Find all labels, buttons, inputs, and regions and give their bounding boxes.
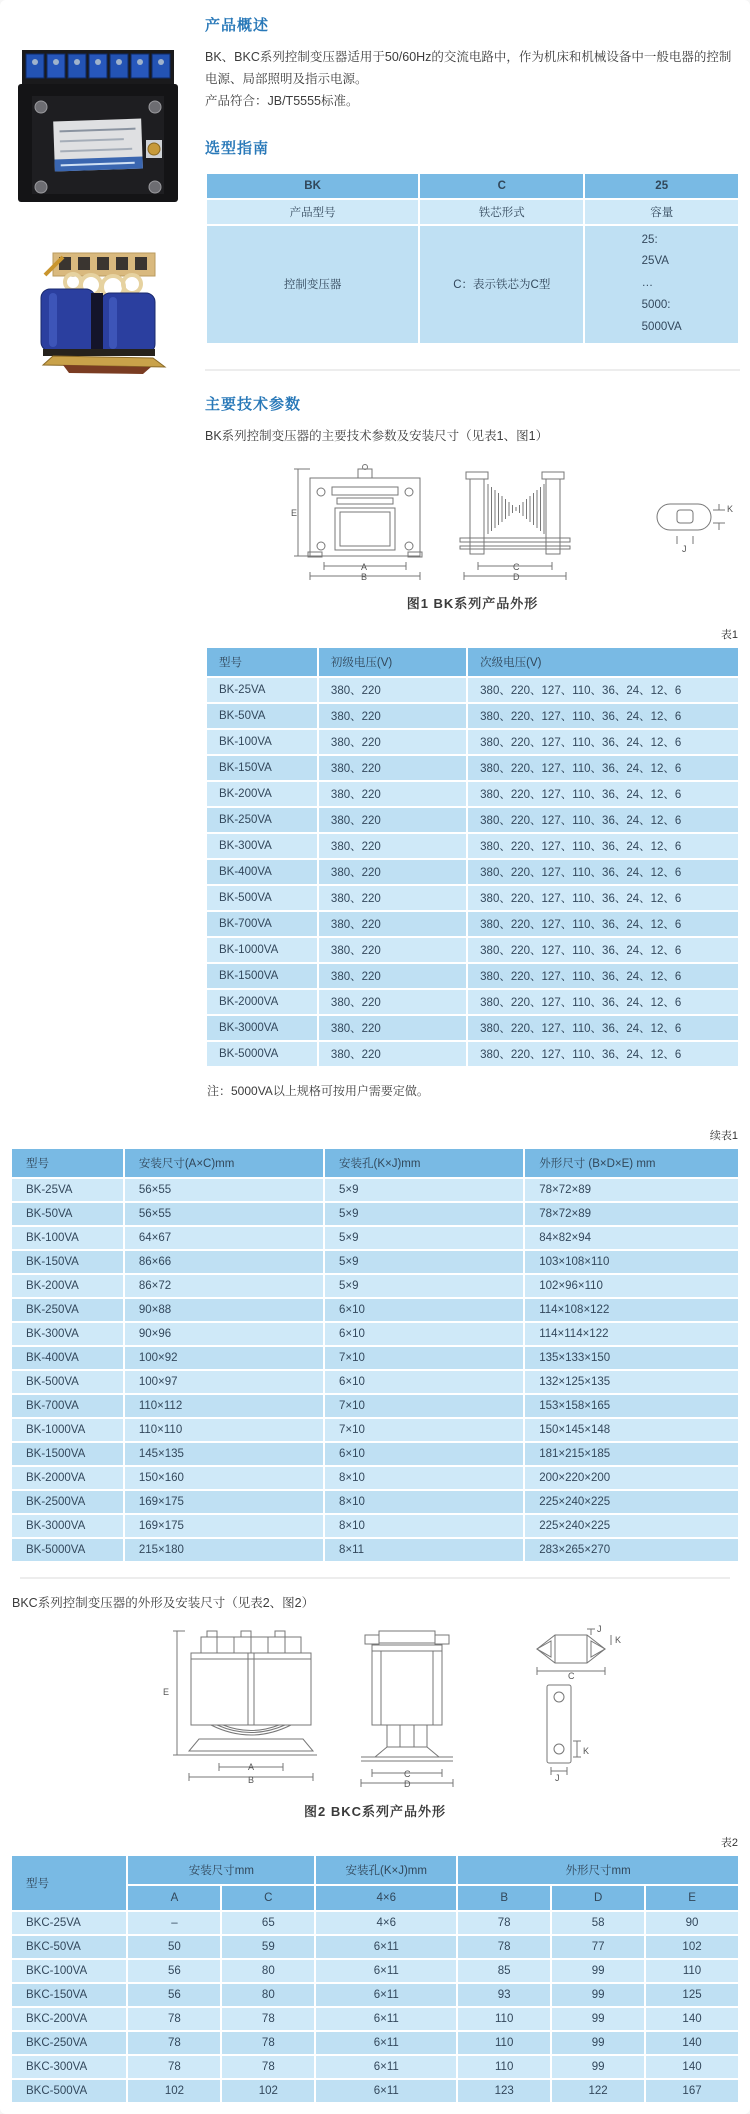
table-cell: C：表示铁芯为C型 [419,225,584,344]
table-row [206,833,739,859]
bk-product-photo [14,40,182,215]
table-cell: 90 [645,1911,739,1935]
table-cell: BK-2000VA [206,989,318,1015]
table-cell: 84×82×94 [524,1226,739,1250]
table-cell: 65 [221,1911,315,1935]
table-cell: BK-150VA [206,755,318,781]
table-cell: 78 [457,1911,551,1935]
table-cell: BKC-250VA [11,2031,127,2055]
table-row [11,1370,739,1394]
content-column [195,0,750,1099]
dim-label-j: J [597,1623,602,1634]
table-cell: 380、220 [318,755,467,781]
table-cell: 380、220 [318,677,467,703]
table-cell: 6×11 [315,1959,457,1983]
table-cell: BKC-25VA [11,1911,127,1935]
table-cell: 110 [457,2055,551,2079]
table-cell: 380、220 [318,885,467,911]
table-cell: 380、220 [318,963,467,989]
table-cell: BK-700VA [206,911,318,937]
lower-section [0,1099,750,2114]
table-cell: 102 [645,1935,739,1959]
table-cell: 169×175 [124,1514,324,1538]
table-cell: BKC-300VA [11,2055,127,2079]
table-cell: BK-400VA [206,859,318,885]
table-cell: 6×10 [324,1322,524,1346]
table-cell: BK-5000VA [206,1041,318,1067]
table-cell: 8×10 [324,1490,524,1514]
table-cell: 114×108×122 [524,1298,739,1322]
table-cell: 380、220 [318,833,467,859]
table-cell: 7×10 [324,1346,524,1370]
table-cell: BK-500VA [206,885,318,911]
table-row [11,2007,739,2031]
table-cell: 5×9 [324,1274,524,1298]
table-cell: 102 [127,2079,221,2103]
table-row [11,1538,739,1562]
table-cell: 380、220、127、110、36、24、12、6 [467,755,739,781]
table-cell: 100×92 [124,1346,324,1370]
table-cell: 380、220、127、110、36、24、12、6 [467,729,739,755]
table-cell: 153×158×165 [524,1394,739,1418]
table-cell: BK-100VA [206,729,318,755]
table-cell: 6×11 [315,2007,457,2031]
table-cell: 5×9 [324,1178,524,1202]
table-cell: 102 [221,2079,315,2103]
table-cell: BKC-500VA [11,2079,127,2103]
table-cell: 380、220、127、110、36、24、12、6 [467,1041,739,1067]
table-cell: 77 [551,1935,645,1959]
table1-label: 表1 [720,628,738,641]
table-row [11,1490,739,1514]
dim-label-b: B [361,571,368,580]
table-cell: 380、220、127、110、36、24、12、6 [467,807,739,833]
capacity-line: 5000VA [641,321,682,333]
table-cell: 380、220、127、110、36、24、12、6 [467,989,739,1015]
table-cell: 6×10 [324,1370,524,1394]
table-row [206,1015,739,1041]
table-cell: 6×11 [315,2031,457,2055]
table-cell: 58 [551,1911,645,1935]
table-cell: 64×67 [124,1226,324,1250]
table-cell: 380、220、127、110、36、24、12、6 [467,703,739,729]
column-header: 型号 [11,1148,124,1178]
column-header: B [457,1885,551,1911]
table-cell: 103×108×110 [524,1250,739,1274]
table-cell: 225×240×225 [524,1514,739,1538]
table-cell: BK-250VA [11,1298,124,1322]
table-cell: 6×10 [324,1442,524,1466]
table-cell: 283×265×270 [524,1538,739,1562]
table-cell: 78 [221,2007,315,2031]
table-row [11,1418,739,1442]
table-cell: BK-25VA [206,677,318,703]
table-cell: 90×96 [124,1322,324,1346]
table-cell: 100×97 [124,1370,324,1394]
table-cell: 99 [551,2055,645,2079]
table-cell: BK-25VA [11,1178,124,1202]
overview-line2: 产品符合：JB/T5555标准。 [205,93,359,108]
bkc-dimension-table [10,1854,740,2104]
table-row [11,1959,739,1983]
dim-label-e: E [291,507,298,518]
capacity-line: 5000: [641,299,671,312]
table-cell: BK-1000VA [11,1418,124,1442]
table-cell: 380、220 [318,989,467,1015]
bkc-lead-text: BKC系列控制变压器的外形及安装尺寸（见表2、图2） [12,1595,315,1610]
overview-heading: 产品概述 [205,17,270,34]
table-cell: 125 [645,1983,739,2007]
dim-label-c2: C [568,1670,575,1681]
table-cell: 56×55 [124,1178,324,1202]
capacity-lines [642,230,682,339]
table-cell: 380、220、127、110、36、24、12、6 [467,963,739,989]
column-header: A [127,1885,221,1911]
table-cell: 380、220、127、110、36、24、12、6 [467,885,739,911]
table-cell: 122 [551,2079,645,2103]
table-cell: 380、220、127、110、36、24、12、6 [467,833,739,859]
table-cell: 110 [457,2031,551,2055]
table-cell: 6×11 [315,2079,457,2103]
table-cell: 114×114×122 [524,1322,739,1346]
table-row [11,1298,739,1322]
bk-voltage-table [205,646,740,1068]
table-cell: BK-1500VA [206,963,318,989]
table-cell: 99 [551,2007,645,2031]
table-cell: BK-400VA [11,1346,124,1370]
table-row [206,755,739,781]
table-cell: BKC-100VA [11,1959,127,1983]
table-cell: 99 [551,1983,645,2007]
selection-code-row [206,173,739,199]
table-cell: 380、220 [318,729,467,755]
table-cell: 86×72 [124,1274,324,1298]
column-header: 4×6 [315,1885,457,1911]
table-cell: 容量 [584,199,739,225]
table-cell: 7×10 [324,1418,524,1442]
overview-paragraph [205,47,740,113]
selection-value-row [206,225,739,344]
table-row [206,1041,739,1067]
table-cell: 140 [645,2007,739,2031]
table-cell: BK-200VA [206,781,318,807]
table-cell: 59 [221,1935,315,1959]
figure2 [10,1623,740,1820]
table-cell: BKC-50VA [11,1935,127,1959]
column-header: 型号 [206,647,318,677]
table-cell: 8×11 [324,1538,524,1562]
table-cell: 6×11 [315,2055,457,2079]
table-cell: 8×10 [324,1514,524,1538]
table1b-label: 续表1 [709,1129,738,1142]
dim-label-j: J [682,543,687,554]
column-header: 安装尺寸mm [127,1855,315,1885]
table-row [206,729,739,755]
table-cell: 380、220 [318,937,467,963]
table-cell: 225×240×225 [524,1490,739,1514]
table-cell: 80 [221,1983,315,2007]
table-row [11,1178,739,1202]
bk-lead-text: BK系列控制变压器的主要技术参数及安装尺寸（见表1、图1） [205,428,549,443]
column-header: 安装孔(K×J)mm [315,1855,457,1885]
table-cell: 4×6 [315,1911,457,1935]
table-cell: – [127,1911,221,1935]
dim-label-c: C [404,1768,411,1779]
table-row [11,1226,739,1250]
table-cell: BK-2500VA [11,1490,124,1514]
table-row [11,1983,739,2007]
table-cell: 123 [457,2079,551,2103]
table-cell: 380、220、127、110、36、24、12、6 [467,1015,739,1041]
table-cell: 8×10 [324,1466,524,1490]
figure1-caption: 图1 BK系列产品外形 [406,595,539,611]
table-row [206,677,739,703]
table-cell: 78×72×89 [524,1202,739,1226]
table-cell: 181×215×185 [524,1442,739,1466]
table-cell: BK-50VA [11,1202,124,1226]
column-header: 外形尺寸 (B×D×E) mm [524,1148,739,1178]
table-cell: BK-3000VA [11,1514,124,1538]
table-row [206,807,739,833]
table-cell: 90×88 [124,1298,324,1322]
table-row [11,1202,739,1226]
column-header: 安装尺寸(A×C)mm [124,1148,324,1178]
table-cell: 110 [645,1959,739,1983]
dim-label-b: B [248,1774,255,1785]
table-cell: BK-1500VA [11,1442,124,1466]
column-header: BK [206,173,419,199]
table-cell: BK-50VA [206,703,318,729]
table-cell: BK-500VA [11,1370,124,1394]
capacity-line: 25VA [641,255,669,268]
table-cell: 380、220 [318,1041,467,1067]
table-cell: 控制变压器 [206,225,419,344]
bkc-outline-drawing [105,1623,645,1788]
table-cell: BK-300VA [206,833,318,859]
bkc-product-photo [25,249,171,374]
table-row [11,1346,739,1370]
table-row [11,1274,739,1298]
capacity-line: 25: [641,233,658,246]
header-row [206,647,739,677]
table-cell: 380、220 [318,807,467,833]
table-cell: 110×112 [124,1394,324,1418]
table-cell: BKC-150VA [11,1983,127,2007]
table-cell: 200×220×200 [524,1466,739,1490]
table-cell: 86×66 [124,1250,324,1274]
table-cell: 6×11 [315,1935,457,1959]
table-cell: 7×10 [324,1394,524,1418]
table-cell: 132×125×135 [524,1370,739,1394]
table-cell: 铁芯形式 [419,199,584,225]
table-row [206,703,739,729]
table-cell: 56 [127,1983,221,2007]
figure2-caption: 图2 BKC系列产品外形 [303,1803,446,1819]
table-cell: BK-5000VA [11,1538,124,1562]
dim-label-a: A [248,1761,255,1772]
table-row [206,911,739,937]
table-row [206,937,739,963]
table-row [206,963,739,989]
table-cell: BK-700VA [11,1394,124,1418]
table-cell: 99 [551,2031,645,2055]
table-cell: BK-100VA [11,1226,124,1250]
custom-order-note: 注：5000VA以上规格可按用户需要定做。 [207,1083,429,1098]
table-cell: 56 [127,1959,221,1983]
table-cell: BK-300VA [11,1322,124,1346]
dim-label-c: C [513,561,520,572]
table-row [11,1935,739,1959]
table-cell: 78×72×89 [524,1178,739,1202]
table-cell: 102×96×110 [524,1274,739,1298]
table-row [11,1466,739,1490]
table-cell: 140 [645,2031,739,2055]
table-cell: 167 [645,2079,739,2103]
table-cell: BK-200VA [11,1274,124,1298]
table-cell: 110×110 [124,1418,324,1442]
table-cell: BK-250VA [206,807,318,833]
table-row [11,1250,739,1274]
column-header: C [221,1885,315,1911]
table-cell: BK-150VA [11,1250,124,1274]
table-cell [584,225,739,344]
table-cell: 380、220、127、110、36、24、12、6 [467,911,739,937]
column-header: 初级电压(V) [318,647,467,677]
table-cell: 380、220、127、110、36、24、12、6 [467,937,739,963]
dim-label-d: D [404,1778,411,1788]
section-divider [205,369,740,371]
column-header: 25 [584,173,739,199]
table-cell: 78 [127,2031,221,2055]
bk-outline-drawing [205,460,740,580]
table-cell: 78 [457,1935,551,1959]
selection-heading: 选型指南 [205,139,270,157]
table-row [206,885,739,911]
header-row [11,1855,739,1885]
table-cell: 380、220 [318,911,467,937]
table-cell: 215×180 [124,1538,324,1562]
table-row [11,1394,739,1418]
selection-label-row [206,199,739,225]
table-cell: 380、220 [318,859,467,885]
table-cell: 5×9 [324,1250,524,1274]
section-divider [20,1577,730,1579]
table-cell: 99 [551,1959,645,1983]
dim-label-k: K [615,1634,622,1645]
dim-label-d: D [513,571,520,580]
table-cell: BK-2000VA [11,1466,124,1490]
table-cell: 140 [645,2055,739,2079]
table-cell: 380、220、127、110、36、24、12、6 [467,781,739,807]
table2-label: 表2 [720,1836,738,1849]
column-header: 外形尺寸mm [457,1855,739,1885]
column-header: 次级电压(V) [467,647,739,677]
table-cell: 5×9 [324,1202,524,1226]
table-row [206,781,739,807]
table-cell: 110 [457,2007,551,2031]
table-cell: BK-3000VA [206,1015,318,1041]
table-row [11,2055,739,2079]
figure1 [205,460,740,612]
photo-column [0,0,195,1099]
table-cell: 5×9 [324,1226,524,1250]
column-header: 安装孔(K×J)mm [324,1148,524,1178]
dim-label-k2: K [583,1745,590,1756]
overview-line1: BK、BKC系列控制变压器适用于50/60Hz的交流电路中，作为机床和机械设备中一般电器的控制电源、局部照明及指示电源。 [205,50,732,86]
column-header: D [551,1885,645,1911]
table-cell: 85 [457,1959,551,1983]
table-cell: 50 [127,1935,221,1959]
table-cell: 78 [127,2055,221,2079]
table-cell: 150×160 [124,1466,324,1490]
table-row [206,859,739,885]
table-row [11,2031,739,2055]
table-cell: 380、220、127、110、36、24、12、6 [467,859,739,885]
table-cell: 93 [457,1983,551,2007]
table-cell: 78 [221,2055,315,2079]
dim-label-k: K [727,503,734,514]
table-cell: BKC-200VA [11,2007,127,2031]
table-cell: 80 [221,1959,315,1983]
table-cell: 145×135 [124,1442,324,1466]
table-cell: 380、220 [318,1015,467,1041]
table-row [11,1442,739,1466]
dim-label-a: A [361,561,368,572]
table-cell: 78 [221,2031,315,2055]
table-cell: 380、220 [318,703,467,729]
table-cell: 135×133×150 [524,1346,739,1370]
table-cell: 150×145×148 [524,1418,739,1442]
table-cell: 380、220、127、110、36、24、12、6 [467,677,739,703]
selection-table [205,172,740,345]
table-cell: 产品型号 [206,199,419,225]
bk-dimension-table [10,1147,740,1563]
dim-label-e: E [163,1686,170,1697]
table-cell: 56×55 [124,1202,324,1226]
column-header: 型号 [11,1855,127,1911]
column-header: E [645,1885,739,1911]
table-row [11,1514,739,1538]
table-cell: 78 [127,2007,221,2031]
table-cell: 6×11 [315,1983,457,2007]
header-row [11,1148,739,1178]
table-row [11,1911,739,1935]
column-header: C [419,173,584,199]
table-row [11,1322,739,1346]
tech-params-heading: 主要技术参数 [205,395,302,413]
dim-label-j2: J [555,1772,560,1783]
table-cell: BK-1000VA [206,937,318,963]
table-cell: 6×10 [324,1298,524,1322]
table-cell: 380、220 [318,781,467,807]
capacity-line: … [641,277,654,290]
table-cell: 169×175 [124,1490,324,1514]
table-row [11,2079,739,2103]
table-row [206,989,739,1015]
